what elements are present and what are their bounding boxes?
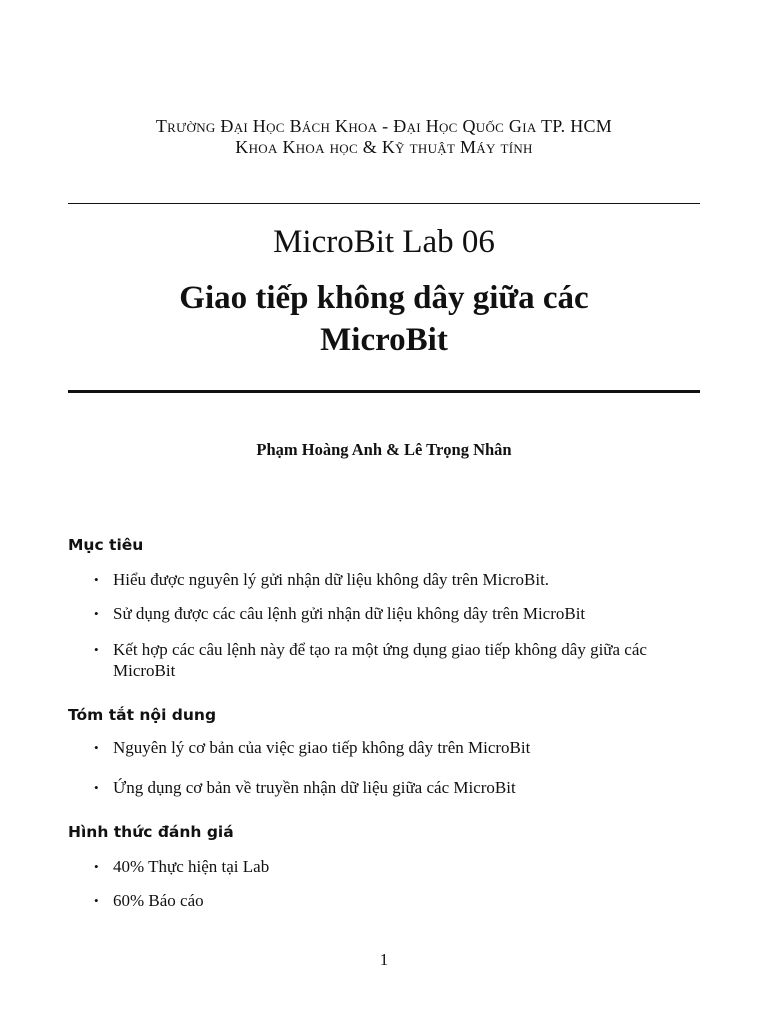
doc-title: MicroBit Lab 06	[273, 224, 495, 260]
section-heading-objectives: Mục tiêu	[68, 536, 144, 554]
bullet-icon: •	[94, 642, 99, 657]
bullet-icon: •	[94, 893, 99, 908]
list-item: • 40% Thực hiện tại Lab	[94, 857, 270, 876]
list-item: • Hiểu được nguyên lý gửi nhận dữ liệu không dây trên MicroBit.	[94, 570, 550, 589]
bullet-icon: •	[94, 572, 99, 587]
section-heading-summary: Tóm tắt nội dung	[68, 706, 217, 724]
list-item: • Ứng dụng cơ bản về truyền nhận dữ liệu giữa các MicroBit	[94, 778, 516, 797]
authors: Phạm Hoàng Anh & Lê Trọng Nhân	[256, 440, 512, 459]
bullet-icon: •	[94, 606, 99, 621]
page-number: 1	[379, 950, 389, 969]
list-item: • Nguyên lý cơ bản của việc giao tiếp không dây trên MicroBit	[94, 738, 531, 757]
faculty-name: Khoa Khoa học & Kỹ thuật Máy tính	[235, 137, 533, 157]
list-item: • Sử dụng được các câu lệnh gửi nhận dữ liệu không dây trên MicroBit	[94, 604, 586, 623]
top-rule	[68, 203, 700, 204]
list-item: • 60% Báo cáo	[94, 891, 204, 910]
university-name: Trường Đại Học Bách Khoa - Đại Học Quốc Gia TP. HCM	[155, 116, 613, 136]
bullet-icon: •	[94, 859, 99, 874]
section-heading-evaluation: Hình thức đánh giá	[68, 823, 234, 841]
doc-subtitle-line1: Giao tiếp không dây giữa các	[179, 280, 589, 316]
bullet-icon: •	[94, 780, 99, 795]
doc-subtitle-line2: MicroBit	[320, 322, 448, 358]
list-item: • Kết hợp các câu lệnh này để tạo ra một ứng dụng giao tiếp không dây giữa các MicroBit	[94, 640, 647, 680]
bottom-rule	[68, 390, 700, 393]
bullet-icon: •	[94, 740, 99, 755]
